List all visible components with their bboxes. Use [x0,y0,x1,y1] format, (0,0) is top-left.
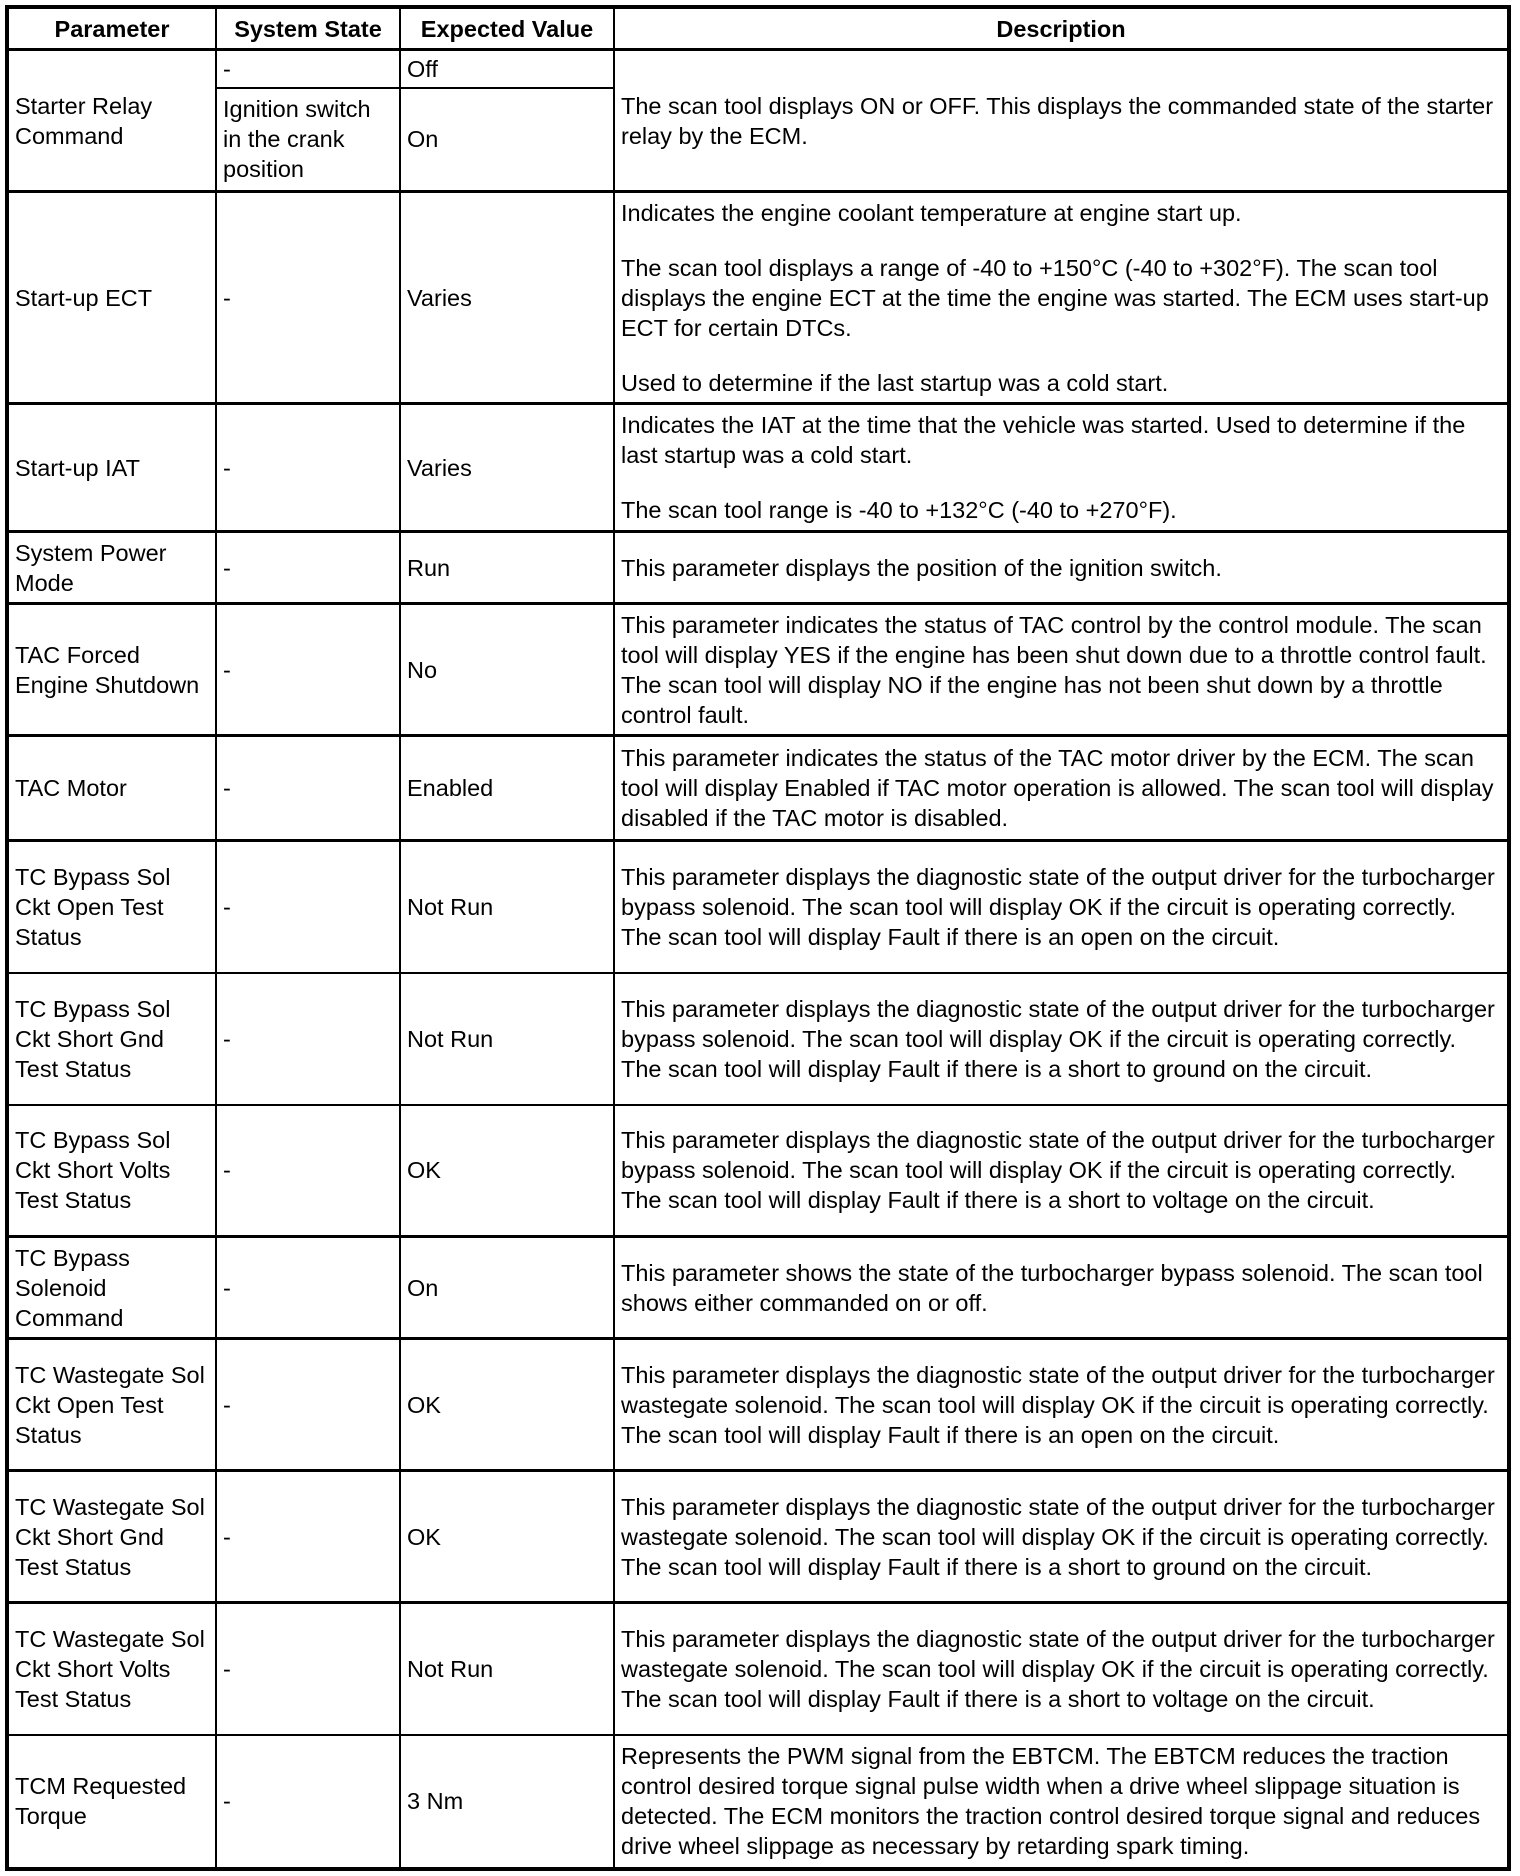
description-paragraph: This parameter displays the diagnostic state of the output driver for the turbocharger wastegate solenoid. The scan tool will display OK if the circuit is operating correctly. The scan tool will display Fault if there is a short to ground on the circuit. [621,1493,1495,1580]
cell-description [614,1603,1509,1735]
cell-system-state: - [216,192,400,404]
cell-expected-value: Off [400,50,614,88]
cell-system-state: - [216,1105,400,1237]
cell-expected-value: OK [400,1471,614,1603]
cell-system-state: - [216,404,400,532]
cell-system-state: - [216,50,400,88]
cell-description [614,1471,1509,1603]
table-row [7,532,1509,604]
table-row [7,1471,1509,1603]
description-paragraph: The scan tool displays a range of -40 to +150°C (-40 to +302°F). The scan tool displays the engine ECT at the time the engine was started. The ECM uses start-up ECT for certain DTCs. [621,254,1489,341]
cell-expected-value: Not Run [400,841,614,973]
cell-description [614,604,1509,736]
cell-system-state: - [216,532,400,604]
cell-expected-value: Enabled [400,736,614,841]
cell-description [614,1339,1509,1471]
table-row [7,1237,1509,1339]
cell-expected-value: No [400,604,614,736]
cell-system-state: - [216,1735,400,1869]
cell-parameter: TCM Requested Torque [7,1735,216,1869]
cell-description [614,532,1509,604]
description-paragraph: This parameter indicates the status of TAC control by the control module. The scan tool will display YES if the engine has been shut down due to a throttle control fault. The scan tool will display NO if the engine has not been shut down by a throttle control fault. [621,611,1487,728]
description-paragraph: The scan tool range is -40 to +132°C (-40 to +270°F). [621,497,1177,523]
description-paragraph: This parameter shows the state of the turbocharger bypass solenoid. The scan tool shows either commanded on or off. [621,1259,1483,1316]
header-description: Description [614,7,1509,50]
cell-system-state: - [216,604,400,736]
description-paragraph: Indicates the IAT at the time that the vehicle was started. Used to determine if the last startup was a cold start. [621,412,1466,468]
table-row [7,404,1509,532]
cell-system-state: - [216,1603,400,1735]
description-paragraph: This parameter indicates the status of the TAC motor driver by the ECM. The scan tool will display Enabled if TAC motor operation is allowed. The scan tool will display disabled if the TAC motor is disabled. [621,745,1494,831]
cell-parameter: TC Bypass Solenoid Command [7,1237,216,1339]
cell-expected-value: On [400,1237,614,1339]
description-paragraph: This parameter displays the diagnostic state of the output driver for the turbocharger wastegate solenoid. The scan tool will display OK if the circuit is operating correctly. The scan tool will display Fault if there is an open on the circuit. [621,1361,1495,1448]
cell-parameter: TC Wastegate Sol Ckt Short Volts Test Status [7,1603,216,1735]
header-system-state: System State [216,7,400,50]
cell-parameter: Start-up ECT [7,192,216,404]
cell-expected-value: OK [400,1339,614,1471]
cell-system-state: - [216,1237,400,1339]
cell-description [614,1105,1509,1237]
cell-system-state: - [216,1471,400,1603]
cell-description [614,1735,1509,1869]
cell-system-state: - [216,1339,400,1471]
cell-system-state: - [216,973,400,1105]
cell-parameter: TC Wastegate Sol Ckt Open Test Status [7,1339,216,1471]
table-row [7,192,1509,404]
cell-description [614,404,1509,532]
description-paragraph: This parameter displays the diagnostic state of the output driver for the turbocharger bypass solenoid. The scan tool will display OK if the circuit is operating correctly. The scan tool will display Fault if there is a short to ground on the circuit. [621,995,1495,1082]
cell-expected-value: Not Run [400,1603,614,1735]
cell-parameter: Starter Relay Command [7,50,216,192]
table-row [7,604,1509,736]
description-paragraph: This parameter displays the position of the ignition switch. [621,554,1222,581]
cell-parameter: System Power Mode [7,532,216,604]
cell-description [614,50,1509,192]
cell-description [614,736,1509,841]
cell-parameter: TC Bypass Sol Ckt Short Gnd Test Status [7,973,216,1105]
description-paragraph: This parameter displays the diagnostic state of the output driver for the turbocharger bypass solenoid. The scan tool will display OK if the circuit is operating correctly. The scan tool will display Fault if there is an open on the circuit. [621,863,1495,950]
description-paragraph: The scan tool displays ON or OFF. This displays the commanded state of the starter relay by the ECM. [621,92,1494,149]
header-row [7,7,1509,50]
cell-expected-value: Run [400,532,614,604]
table-row [7,1105,1509,1237]
cell-parameter: TC Bypass Sol Ckt Open Test Status [7,841,216,973]
cell-description [614,841,1509,973]
parameter-table [5,5,1511,1871]
cell-parameter: TAC Forced Engine Shutdown [7,604,216,736]
table-row [7,841,1509,973]
table-row [7,973,1509,1105]
description-paragraph: This parameter displays the diagnostic state of the output driver for the turbocharger bypass solenoid. The scan tool will display OK if the circuit is operating correctly. The scan tool will display Fault if there is a short to voltage on the circuit. [621,1127,1495,1214]
cell-expected-value: Not Run [400,973,614,1105]
header-parameter: Parameter [7,7,216,50]
table-row [7,1603,1509,1735]
cell-parameter: TAC Motor [7,736,216,841]
cell-expected-value: OK [400,1105,614,1237]
table-row [7,736,1509,841]
description-paragraph: Represents the PWM signal from the EBTCM. The EBTCM reduces the traction control desired torque signal pulse width when a drive wheel slippage situation is detected. The ECM monitors the traction control desired torque signal and reduces drive wheel slippage as necessary by retarding spark timing. [621,1743,1481,1859]
cell-description [614,973,1509,1105]
table-row [7,1735,1509,1869]
description-paragraph: This parameter displays the diagnostic state of the output driver for the turbocharger wastegate solenoid. The scan tool will display OK if the circuit is operating correctly. The scan tool will display Fault if there is a short to voltage on the circuit. [621,1625,1495,1712]
table-row [7,50,1509,88]
cell-description [614,192,1509,404]
description-paragraph: Indicates the engine coolant temperature at engine start up. [621,199,1242,226]
cell-parameter: TC Bypass Sol Ckt Short Volts Test Status [7,1105,216,1237]
description-paragraph: Used to determine if the last startup was a cold start. [621,369,1169,396]
cell-expected-value: Varies [400,192,614,404]
cell-system-state: - [216,736,400,841]
cell-system-state: Ignition switch in the crank position [216,88,400,192]
cell-system-state: - [216,841,400,973]
header-expected-value: Expected Value [400,7,614,50]
cell-parameter: Start-up IAT [7,404,216,532]
cell-expected-value: Varies [400,404,614,532]
cell-expected-value: On [400,88,614,192]
cell-parameter: TC Wastegate Sol Ckt Short Gnd Test Status [7,1471,216,1603]
cell-expected-value: 3 Nm [400,1735,614,1869]
table-row [7,1339,1509,1471]
cell-description [614,1237,1509,1339]
